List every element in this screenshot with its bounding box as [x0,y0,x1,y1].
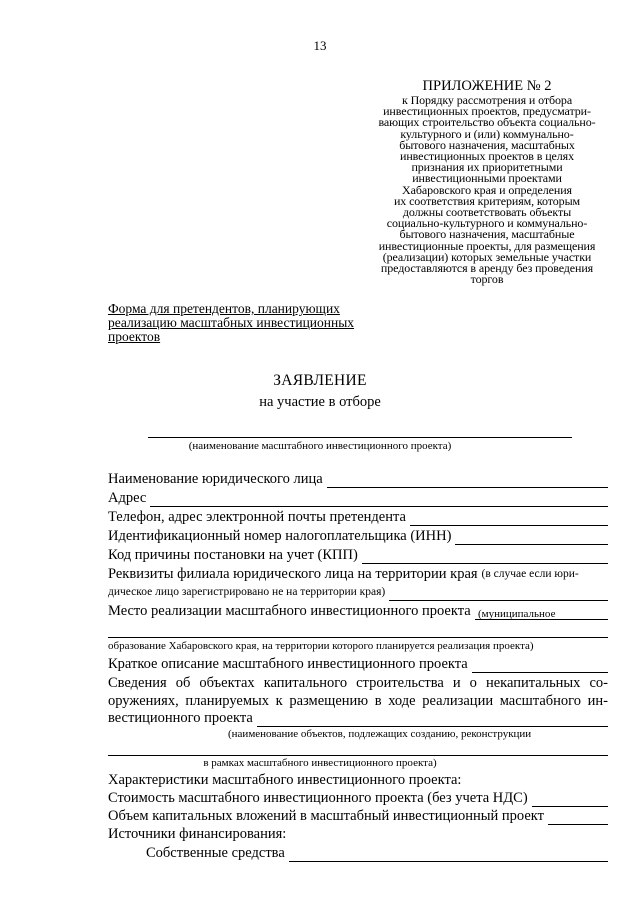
phone-email-label: Телефон, адрес электронной почты претендента [108,509,406,525]
location-caption: (муниципальное [478,608,556,620]
objects-label-end: вестиционного проекта [108,710,253,726]
document-title: ЗАЯВЛЕНИЕ [273,372,367,389]
cost-field [108,790,608,807]
appendix-line: бытового назначения, масштабные [399,227,575,242]
branch-field-line2 [108,584,608,601]
page-number: 13 [313,38,327,53]
address-field [108,490,608,507]
objects-label-continued: оружениях, планируемых к размещению в ходе реализации масштабного ин- [108,693,608,709]
appendix-line: инвестиционных проектов, предусматри- [383,104,591,119]
location-label: Место реализации масштабного инвестиционного проекта [108,603,471,619]
own-funds-label: Собственные средства [146,845,285,861]
location-line-2[interactable] [108,637,608,638]
appendix-title: ПРИЛОЖЕНИЕ № 2 [422,78,552,94]
capital-investment-line[interactable] [548,811,608,825]
form-note-line: Форма для претендентов, планирующих [108,301,340,316]
appendix-line: инвестиционных проектов в целях [400,149,574,164]
appendix-line: предоставляются в аренду без проведения [380,261,594,276]
objects-line[interactable] [257,713,608,727]
capital-investment-field [108,808,608,825]
own-funds-line[interactable] [289,848,608,862]
own-funds-field [146,845,608,862]
project-name-line[interactable] [148,437,572,438]
appendix-line: Хабаровского края и определения [402,182,572,197]
kpp-field [108,547,608,564]
legal-name-field [108,471,608,488]
appendix-line: к Порядку рассмотрения и отбора [401,93,573,107]
objects-caption: (наименование объектов, подлежащих созданию, реконструкции [228,728,532,740]
capital-investment-label: Объем капитальных вложений в масштабный инвестиционный проект [108,808,544,824]
branch-field-line1 [108,566,608,583]
appendix-line: социально-культурного и коммунально- [386,216,588,231]
phone-email-field [108,509,608,526]
appendix-line: (реализации) которых земельные участки [382,249,592,264]
branch-line[interactable] [389,587,608,601]
address-label: Адрес [108,490,147,506]
objects-label: Сведения об объектах капитального строительства и о некапитальных со- [108,675,608,691]
characteristics-heading [108,772,608,789]
legal-name-label: Наименование юридического лица [108,471,323,487]
funding-sources-heading [108,826,608,843]
appendix-description [360,95,614,285]
short-description-field [108,656,608,673]
branch-label-continued: дическое лицо зарегистрировано не на территории края) [108,586,386,598]
short-description-line[interactable] [472,659,608,673]
cost-line[interactable] [532,793,608,807]
appendix-line: инвестиционными проектами [412,171,562,186]
objects-field [108,710,608,727]
kpp-label: Код причины постановки на учет (КПП) [108,547,358,563]
objects-line-2[interactable] [108,755,608,756]
appendix-line: вающих строительство объекта социально- [378,115,596,130]
inn-line[interactable] [455,531,608,545]
form-note-line: реализацию масштабных инвестиционных [108,315,355,330]
appendix-block [360,78,614,285]
location-caption-continued: образование Хабаровского края, на территории которого планируется реализация проекта) [108,640,534,652]
funding-sources-label: Источники финансирования: [108,826,287,842]
legal-name-line[interactable] [327,474,608,488]
kpp-line[interactable] [362,550,608,564]
appendix-line: культурного и (или) коммунально- [400,126,574,141]
phone-email-line[interactable] [410,512,608,526]
project-name-caption: (наименование масштабного инвестиционного проекта) [188,440,452,452]
appendix-line: их соответствия критериям, которым [393,193,581,208]
appendix-line: торгов [470,272,504,287]
branch-note: (в случае если юри- [481,568,579,580]
branch-label: Реквизиты филиала юридического лица на территории края [108,566,478,582]
inn-label: Идентификационный номер налогоплательщика (ИНН) [108,528,452,544]
appendix-line: признания их приоритетными [411,160,563,175]
objects-caption-continued: в рамках масштабного инвестиционного проекта) [203,757,437,769]
appendix-line: инвестиционные проекты, для размещения [378,238,596,253]
form-note-line: проектов [108,329,161,344]
short-description-label: Краткое описание масштабного инвестиционного проекта [108,656,468,672]
document-subtitle: на участие в отборе [259,394,381,410]
inn-field [108,528,608,545]
appendix-line: бытового назначения, масштабных [399,137,575,152]
cost-label: Стоимость масштабного инвестиционного проекта (без учета НДС) [108,790,528,806]
address-line[interactable] [150,493,608,507]
characteristics-label: Характеристики масштабного инвестиционного проекта: [108,772,462,788]
appendix-line: должны соответствовать объекты [402,205,572,220]
form-note [108,302,354,344]
